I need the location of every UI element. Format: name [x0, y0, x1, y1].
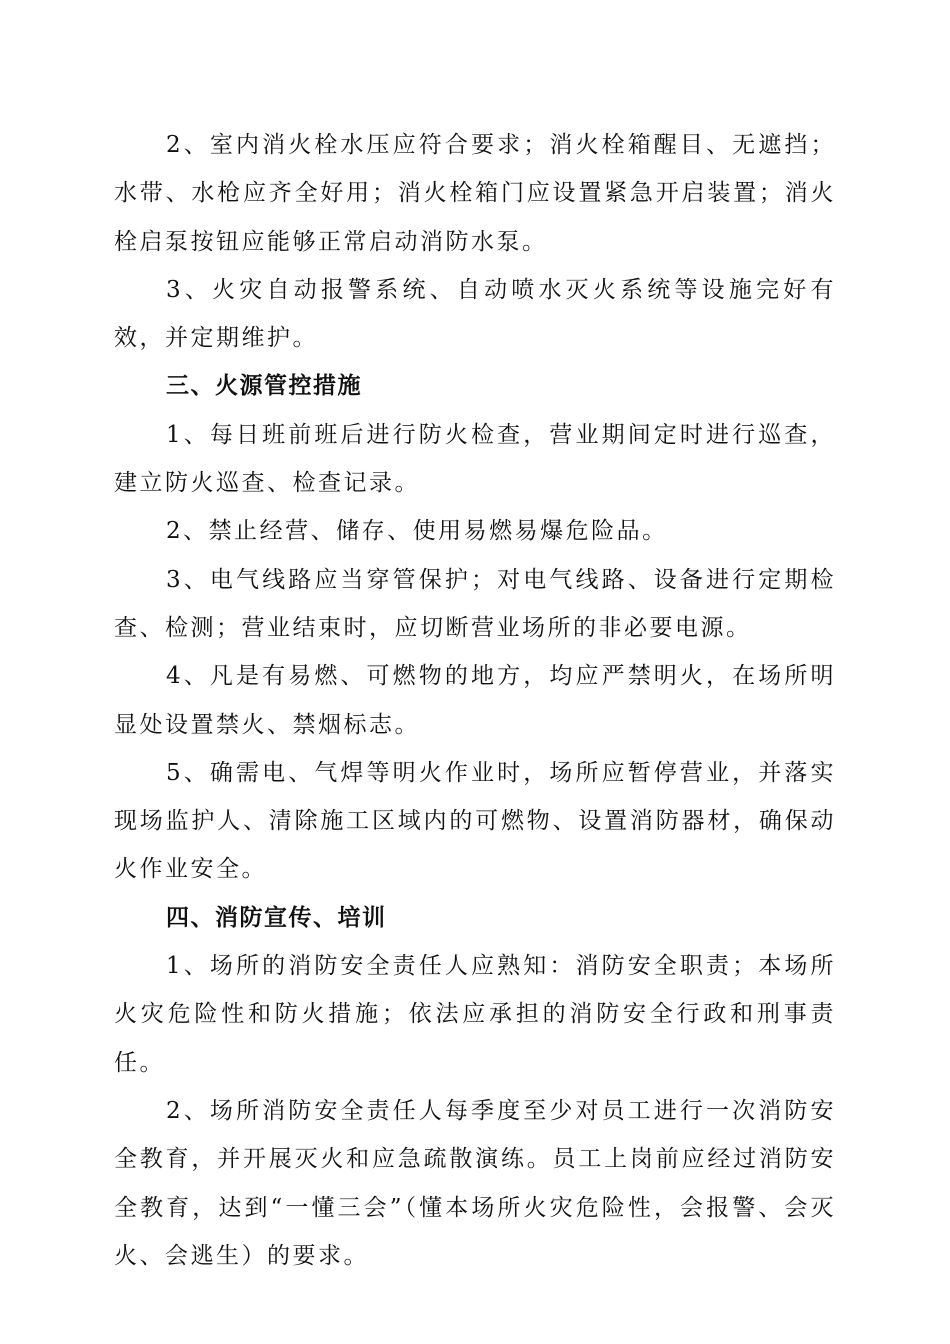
paragraph-responsible-person: 1、场所的消防安全责任人应熟知：消防安全职责；本场所火灾危险性和防火措施；依法应承担的消防安全行政和刑事责任。 [114, 953, 836, 1076]
paragraph-staff-education: 2、场所消防安全责任人每季度至少对员工进行一次消防安全教育，并开展灭火和应急疏散演练。员工上岗前应经过消防安全教育，达到“一懂三会”（懂本场所火灾危险性，会报警、会灭火、会逃生）的要求。 [114, 1097, 836, 1269]
paragraph-hydrant-requirements: 2、室内消火栓水压应符合要求；消火栓箱醒目、无遮挡；水带、水枪应齐全好用；消火栓箱门应设置紧急开启装置；消火栓启泵按钮应能够正常启动消防水泵。 [114, 132, 836, 255]
document-body [114, 121, 836, 1280]
paragraph-daily-inspection: 1、每日班前班后进行防火检查，营业期间定时进行巡查，建立防火巡查、检查记录。 [114, 421, 836, 497]
paragraph-welding-work: 5、确需电、气焊等明火作业时，场所应暂停营业，并落实现场监护人、清除施工区域内的可燃物、设置消防器材，确保动火作业安全。 [114, 759, 836, 883]
section-heading-fire-training: 四、消防宣传、培训 [166, 904, 387, 931]
section-heading-fire-source-control: 三、火源管控措施 [166, 373, 362, 400]
paragraph-open-flame-ban: 4、凡是有易燃、可燃物的地方，均应严禁明火，在场所明显处设置禁火、禁烟标志。 [114, 663, 836, 738]
paragraph-alarm-systems: 3、火灾自动报警系统、自动喷水灭火系统等设施完好有效，并定期维护。 [114, 276, 836, 352]
paragraph-hazardous-goods: 2、禁止经营、储存、使用易燃易爆危险品。 [166, 518, 668, 545]
paragraph-electrical-wiring: 3、电气线路应当穿管保护；对电气线路、设备进行定期检查、检测；营业结束时，应切断营业场所的非必要电源。 [114, 566, 836, 641]
